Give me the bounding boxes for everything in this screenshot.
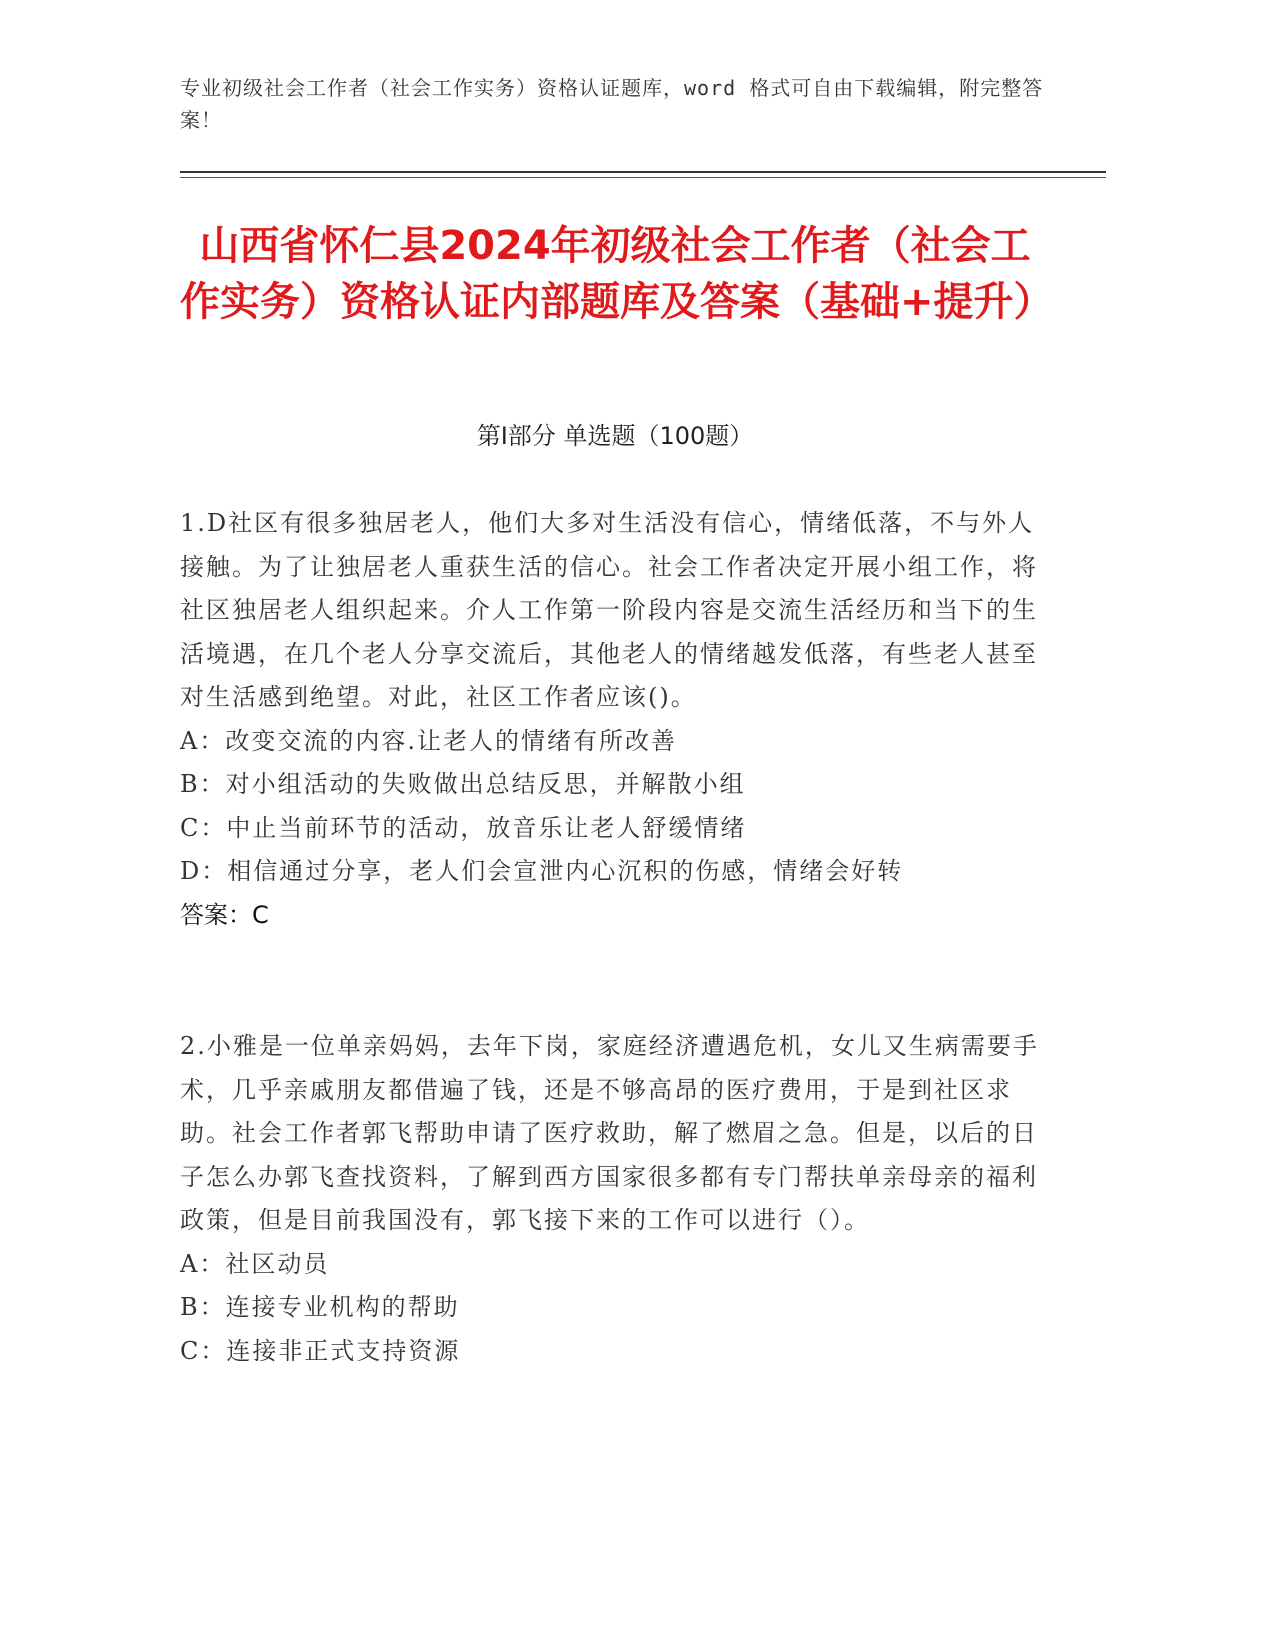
question-2-option-a: A：社区动员 bbox=[180, 1249, 330, 1278]
section-heading: 第I部分 单选题（100题） bbox=[476, 422, 754, 450]
question-2-option-b: B：连接专业机构的帮助 bbox=[180, 1293, 460, 1321]
question-1-option-a: A：改变交流的内容.让老人的情绪有所改善 bbox=[180, 726, 677, 755]
header-divider-thick bbox=[180, 171, 1106, 173]
header-divider-thin bbox=[180, 177, 1106, 178]
document-title: 山西省怀仁县2024年初级社会工作者（社会工作实务）资格认证内部题库及答案（基础+提升） bbox=[180, 223, 1054, 325]
question-1-option-c: C：中止当前环节的活动，放音乐让老人舒缓情绪 bbox=[180, 813, 747, 842]
question-1-text: 1.D社区有很多独居老人，他们大多对生活没有信心，情绪低落，不与外人接触。为了让独居老人重获生活的信心。社会工作者决定开展小组工作，将社区独居老人组织起来。介人工作第一阶段内容是交流生活经历和当下的生活境遇，在几个老人分享交流后，其他老人的情绪越发低落，有些老人甚至对生活感到绝望。对此，社区工作者应该()。 bbox=[180, 509, 1038, 711]
header-note: 专业初级社会工作者（社会工作实务）资格认证题库，word 格式可自由下载编辑，附完整答案！ bbox=[180, 76, 1044, 132]
question-1-option-d: D：相信通过分享，老人们会宣泄内心沉积的伤感，情绪会好转 bbox=[180, 857, 904, 885]
question-1-option-b: B：对小组活动的失败做出总结反思，并解散小组 bbox=[180, 770, 746, 798]
question-1-answer: 答案：C bbox=[180, 900, 269, 929]
question-2-text: 2.小雅是一位单亲妈妈，去年下岗，家庭经济遭遇危机，女儿又生病需要手术，几乎亲戚朋友都借遍了钱，还是不够高昂的医疗费用，于是到社区求助。社会工作者郭飞帮助申请了医疗救助，解了燃眉之急。但是，以后的日子怎么办郭飞查找资料，了解到西方国家很多都有专门帮扶单亲母亲的福利政策，但是目前我国没有，郭飞接下来的工作可以进行（）。 bbox=[180, 1032, 1039, 1234]
question-2 bbox=[180, 1025, 1040, 1373]
question-1 bbox=[180, 502, 1040, 937]
question-2-option-c: C：连接非正式支持资源 bbox=[180, 1336, 461, 1365]
